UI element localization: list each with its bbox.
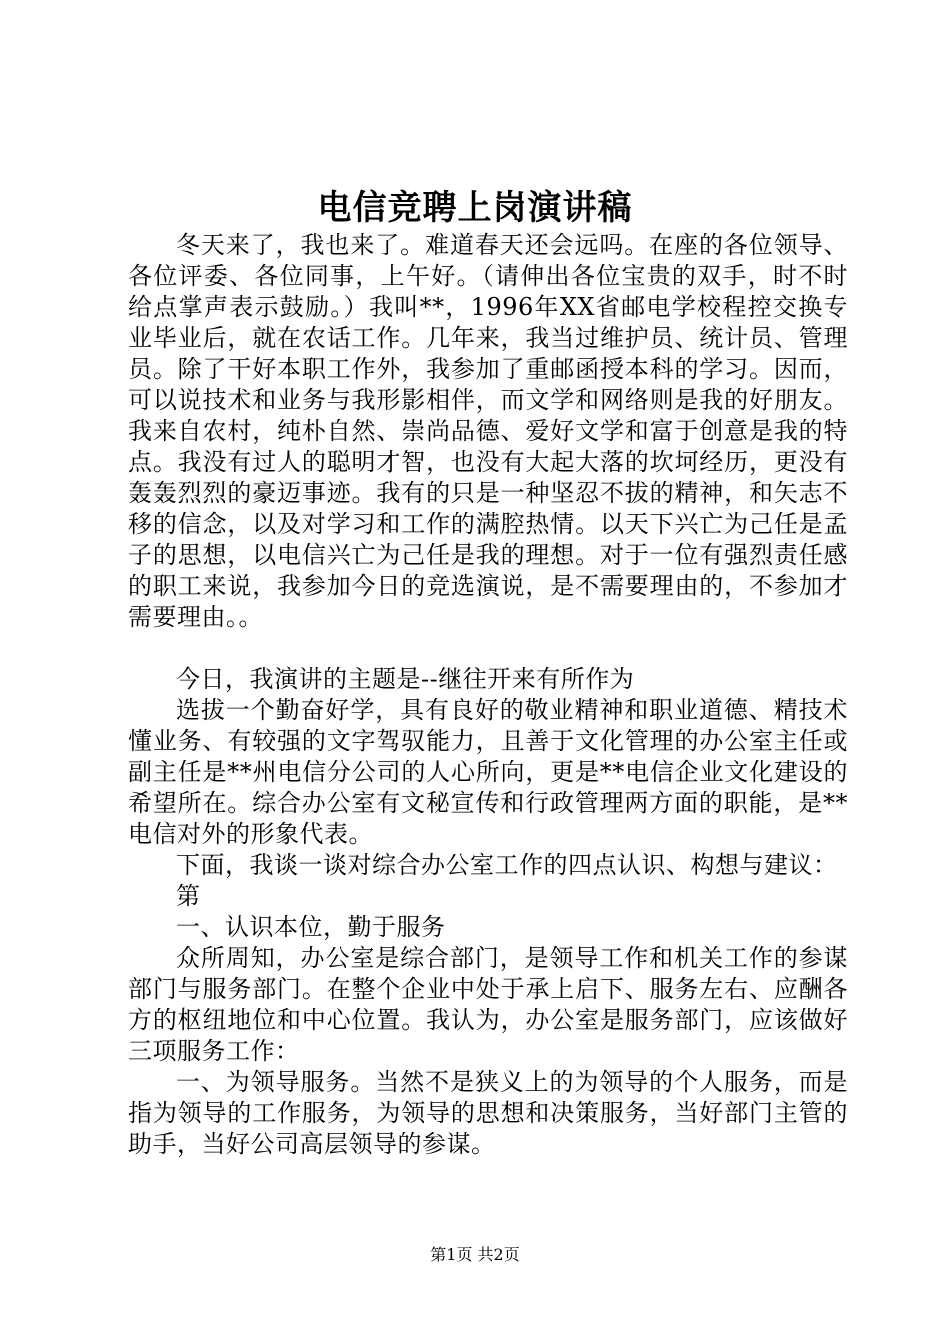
document-body <box>128 230 848 1160</box>
paragraph-first: 第 <box>176 882 201 910</box>
paragraph-serve-leaders: 一、为领导服务。当然不是狭义上的为领导的个人服务，而是指为领导的工作服务，为领导的思想和决策服务，当好部门主管的助手，当好公司高层领导的参谋。 <box>128 1068 848 1158</box>
paragraph-spacer <box>128 633 848 664</box>
paragraph-intro: 冬天来了，我也来了。难道春天还会远吗。在座的各位领导、各位评委、各位同事，上午好。（请伸出各位宝贵的双手，时不时给点掌声表示鼓励。）我叫**，1996年XX省邮电学校程控交换专业毕业后，就在农话工作。几年来，我当过维护员、统计员、管理员。除了干好本职工作外，我参加了重邮函授本科的学习。因而，可以说技术和业务与我形影相伴，而文学和网络则是我的好朋友。我来自农村，纯朴自然、崇尚品德、爱好文学和富于创意是我的特点。我没有过人的聪明才智，也没有大起大落的坎坷经历，更没有轰轰烈烈的豪迈事迹。我有的只是一种坚忍不拔的精神，和矢志不移的信念，以及对学习和工作的满腔热情。以天下兴亡为己任是孟子的思想，以电信兴亡为己任是我的理想。对于一位有强烈责任感的职工来说，我参加今日的竞选演说，是不需要理由的，不参加才需要理由。。 <box>128 231 848 631</box>
paragraph-outline-intro: 下面，我谈一谈对综合办公室工作的四点认识、构想与建议： <box>176 851 838 879</box>
paragraph-selection: 选拔一个勤奋好学，具有良好的敬业精神和职业道德、精技术懂业务、有较强的文字驾驭能力，且善于文化管理的办公室主任或副主任是**州电信分公司的人心所向，更是**电信企业文化建设的希望所在。综合办公室有文秘宣传和行政管理两方面的职能，是**电信对外的形象代表。 <box>128 696 848 848</box>
section-heading-1: 一、认识本位，勤于服务 <box>176 913 446 941</box>
document-title: 电信竞聘上岗演讲稿 <box>317 188 633 228</box>
paragraph-office-role: 众所周知，办公室是综合部门，是领导工作和机关工作的参谋部门与服务部门。在整个企业中处于承上启下、服务左右、应酬各方的枢纽地位和中心位置。我认为，办公室是服务部门，应该做好三项服务工作： <box>128 944 848 1065</box>
page-footer: 第1页 共2页 <box>430 1245 520 1264</box>
paragraph-theme: 今日，我演讲的主题是--继往开来有所作为 <box>176 665 635 693</box>
